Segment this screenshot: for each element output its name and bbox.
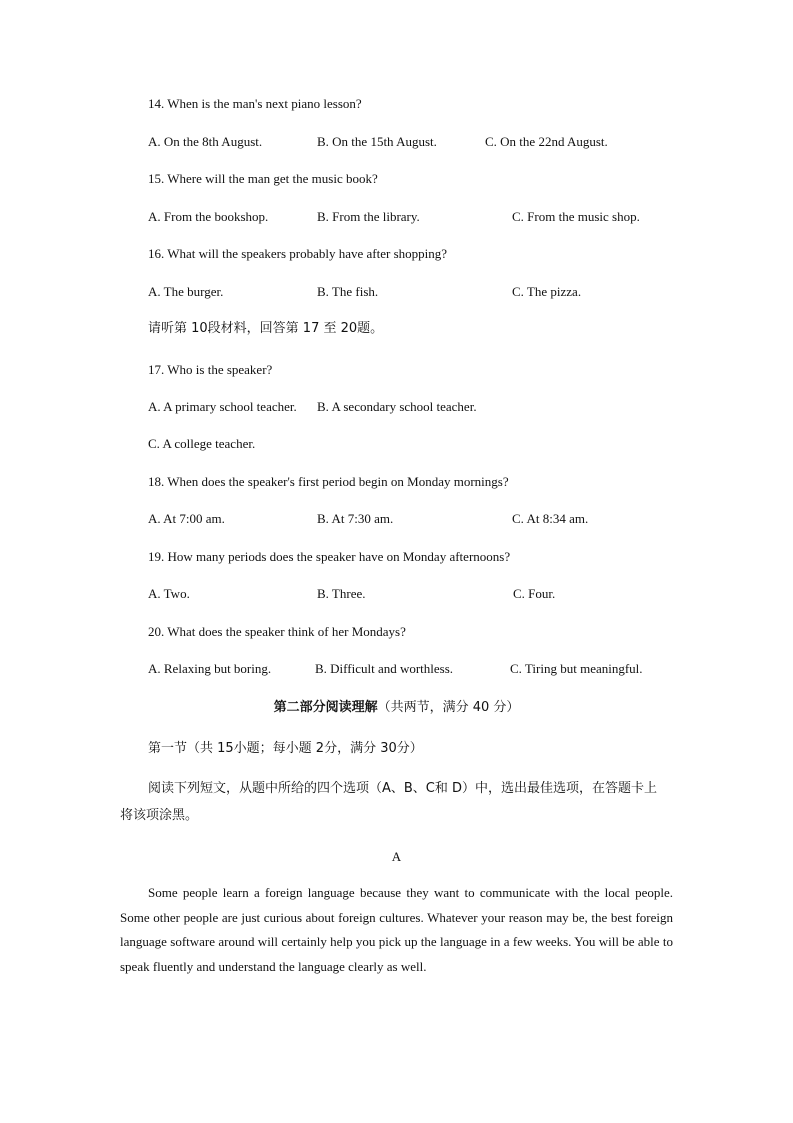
reading-instruction: 阅读下列短文，从题中所给的四个选项（A、B、C和 D）中，选出最佳选项，在答题卡上 将该项涂黑。 (120, 781, 658, 823)
question-19-option-a: A. Two. (148, 586, 190, 601)
question-16-option-c: C. The pizza. (512, 284, 582, 299)
question-17-stem: 17. Who is the speaker? (148, 362, 273, 377)
question-16-option-a: A. The burger. (148, 284, 224, 299)
question-16-stem: 16. What will the speakers probably have after shopping? (148, 246, 448, 261)
part2-title-bold: 第二部分阅读理解 (273, 700, 378, 715)
question-19-stem: 19. How many periods does the speaker have on Monday afternoons? (148, 549, 511, 564)
question-15-stem: 15. Where will the man get the music book? (148, 171, 378, 186)
question-17-option-a: A. A primary school teacher. (148, 399, 297, 414)
question-19-option-c: C. Four. (513, 586, 556, 601)
question-17-option-b: B. A secondary school teacher. (317, 399, 477, 414)
question-18-option-c: C. At 8:34 am. (512, 511, 589, 526)
question-14-option-b: B. On the 15th August. (317, 134, 437, 149)
question-15-option-a: A. From the bookshop. (148, 209, 269, 224)
part2-title-rest: （共两节，满分 40 分） (377, 700, 520, 715)
question-19-option-b: B. Three. (317, 586, 366, 601)
question-20-option-a: A. Relaxing but boring. (148, 661, 272, 676)
question-15-option-b: B. From the library. (317, 209, 420, 224)
question-20-option-b: B. Difficult and worthless. (315, 661, 454, 676)
part2-title (0, 700, 793, 716)
question-20-stem: 20. What does the speaker think of her Mondays? (148, 624, 406, 639)
question-20-option-c: C. Tiring but meaningful. (510, 661, 643, 676)
passage-letter: A (391, 849, 402, 864)
passage-a-text: Some people learn a foreign language because they want to communicate with the local people. Some other people are just curious about foreign cultures. Whatever your reason may be, the best foreign language software around will certainly help you pick up the language in a few weeks. You will be able to speak fluently and understand the language clearly as well. (120, 885, 673, 974)
listening-instruction: 请听第 10段材料，回答第 17 至 20题。 (148, 321, 384, 336)
question-18-option-a: A. At 7:00 am. (148, 511, 225, 526)
question-14-option-a: A. On the 8th August. (148, 134, 263, 149)
question-17-option-c: C. A college teacher. (148, 436, 256, 451)
question-18-stem: 18. When does the speaker's first period begin on Monday mornings? (148, 474, 509, 489)
section1-title: 第一节（共 15小题；每小题 2分，满分 30分） (148, 741, 423, 756)
question-14-option-c: C. On the 22nd August. (485, 134, 608, 149)
question-14-stem: 14. When is the man's next piano lesson? (148, 96, 362, 111)
question-18-option-b: B. At 7:30 am. (317, 511, 394, 526)
question-16-option-b: B. The fish. (317, 284, 379, 299)
question-15-option-c: C. From the music shop. (512, 209, 640, 224)
